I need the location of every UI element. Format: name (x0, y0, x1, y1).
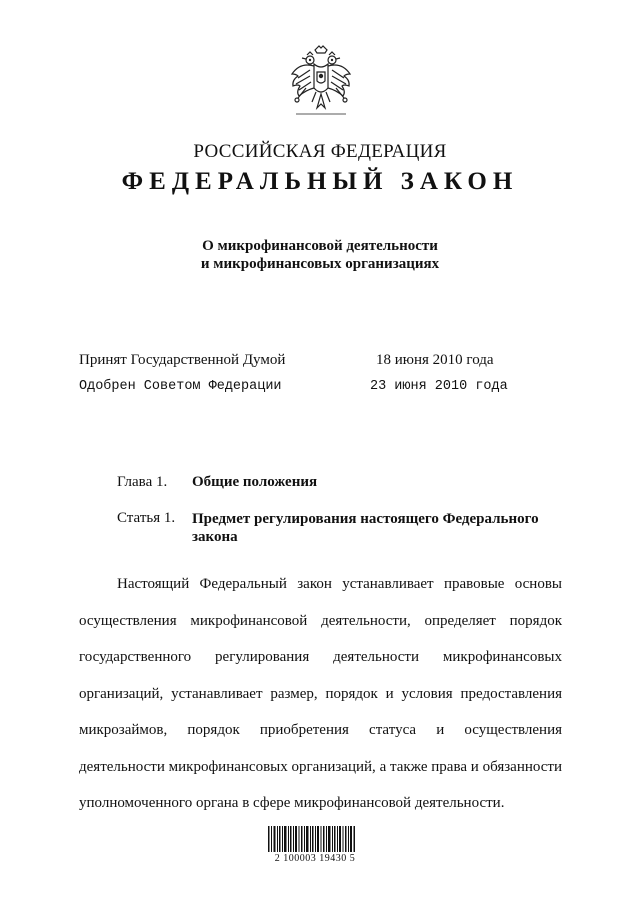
article-label: Статья 1. (117, 510, 176, 526)
chapter-title (192, 474, 317, 491)
article-body-paragraph: Настоящий Федеральный закон устанавливает правовые основы осуществления микрофинансовой деятельности, определяет порядок государственного регулирования деятельности микрофинансовых организаций, устанавливает размер, порядок и условия предоставления микрозаймов, порядок приобретения статуса и осуществления деятельности микрофинансовых организаций, а также права и обязанности уполномоченного органа в сфере микрофинансовой деятельности. (79, 576, 562, 811)
barcode-icon (268, 826, 356, 852)
chapter-title-text: Общие положения (192, 474, 318, 490)
law-title-line-2: и микрофинансовых организациях (200, 256, 440, 272)
barcode-number: 2 100003 19430 5 (274, 853, 356, 864)
country-name: РОССИЙСКАЯ ФЕДЕРАЦИЯ (193, 141, 447, 162)
council-approved-date: 23 июня 2010 года (370, 379, 508, 394)
law-title (0, 237, 640, 273)
chapter-label: Глава 1. (117, 474, 168, 490)
council-approved-label: Одобрен Советом Федерации (79, 379, 282, 394)
duma-adopted-date: 18 июня 2010 года (376, 352, 494, 368)
duma-adopted-label: Принят Государственной Думой (79, 352, 286, 368)
law-title-line-1: О микрофинансовой деятельности (202, 238, 438, 254)
coat-of-arms-icon (286, 44, 356, 118)
law-type-heading: ФЕДЕРАЛЬНЫЙ ЗАКОН (121, 168, 519, 195)
article-title: Предмет регулирования настоящего Федерального закона (192, 511, 539, 545)
